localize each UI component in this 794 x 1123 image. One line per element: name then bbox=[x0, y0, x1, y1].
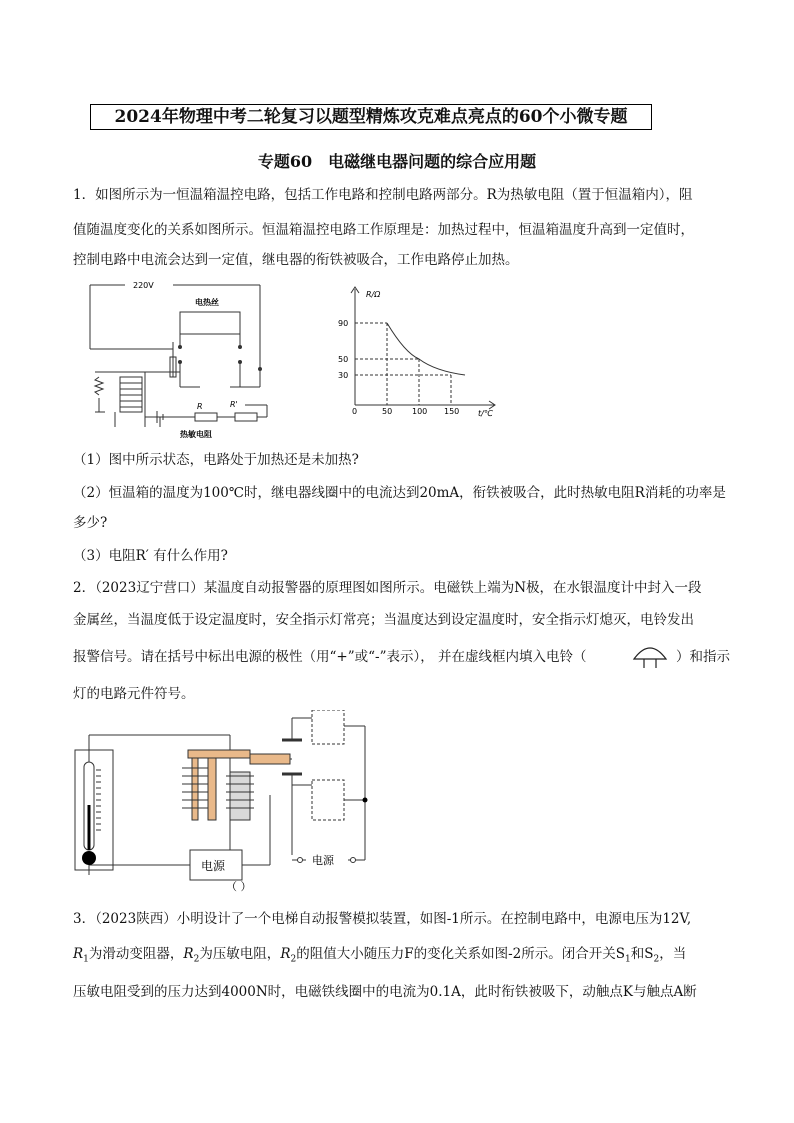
graph-xlabel: t/℃ bbox=[478, 409, 493, 418]
q1-sub2b: 多少? bbox=[73, 515, 108, 531]
thermostat-circuit-diagram bbox=[85, 277, 275, 442]
y-tick-90: 90 bbox=[338, 319, 349, 328]
q3-line2-part3: 的阻值大小随压力F的变化关系如图-2所示。闭合开关S bbox=[296, 946, 625, 962]
s2-subscript: 2 bbox=[653, 954, 660, 965]
q3-line2 bbox=[73, 945, 686, 969]
q2-line4: 灯的电路元件符号。 bbox=[73, 686, 195, 702]
r2-symbol-repeat: R bbox=[280, 946, 291, 962]
q2-line2: 金属丝，当温度低于设定温度时，安全指示灯常亮；当温度达到设定温度时，安全指示灯熄灭，电铃发出 bbox=[73, 612, 694, 628]
y-tick-50: 50 bbox=[338, 355, 349, 364]
power-source-label-2: 电源 bbox=[312, 854, 334, 867]
thermistor-label: 热敏电阻 bbox=[180, 430, 212, 439]
q3-line2-part1: 为滑动变阻器， bbox=[88, 946, 184, 962]
q1-line3: 控制电路中电流会达到一定值，继电器的衔铁被吸合，工作电路停止加热。 bbox=[73, 252, 519, 268]
x-tick-0: 0 bbox=[352, 407, 358, 416]
graph-ylabel: R/Ω bbox=[366, 290, 381, 299]
q1-sub2a: （2）恒温箱的温度为100℃时，继电器线圈中的电流达到20mA，衔铁被吸合，此时热敏电阻R消耗的功率是 bbox=[73, 485, 726, 501]
temperature-alarm-circuit bbox=[70, 710, 390, 895]
x-tick-150: 150 bbox=[444, 407, 460, 416]
y-tick-30: 30 bbox=[338, 371, 349, 380]
q3-line3: 压敏电阻受到的压力达到4000N时，电磁铁线圈中的电流为0.1A，此时衔铁被吸下，动触点K与触点A断 bbox=[73, 984, 697, 1000]
topic-subtitle: 专题60 电磁继电器问题的综合应用题 bbox=[257, 152, 537, 171]
q3-line2-end: ，当 bbox=[659, 946, 687, 962]
x-tick-50: 50 bbox=[382, 407, 393, 416]
q1-line1: 1．如图所示为一恒温箱温控电路，包括工作电路和控制电路两部分。R为热敏电阻（置于恒温箱内），阻 bbox=[73, 187, 693, 203]
resistance-temperature-graph bbox=[330, 283, 520, 418]
resistance-curve bbox=[387, 323, 465, 375]
q3-line2-part2: 为压敏电阻， bbox=[199, 946, 281, 962]
r2-subscript-repeat: 2 bbox=[290, 954, 297, 965]
q1-sub3: （3）电阻R′ 有什么作用? bbox=[73, 548, 228, 564]
q2-line3b: ）和指示 bbox=[676, 649, 730, 665]
q2-line3: 报警信号。请在括号中标出电源的极性（用“+”或“-”表示）， 并在虚线框内填入电铃（ bbox=[73, 649, 587, 665]
s1-subscript: 1 bbox=[624, 954, 631, 965]
voltage-label: 220V bbox=[133, 281, 154, 290]
r1-subscript: 1 bbox=[83, 954, 89, 965]
r2-symbol: R bbox=[183, 946, 194, 962]
polarity-bracket: （ ） bbox=[226, 880, 252, 893]
q1-sub1: （1）图中所示状态，电路处于加热还是未加热? bbox=[73, 452, 359, 468]
rprime-label: R' bbox=[230, 400, 238, 409]
heater-label: 电热丝 bbox=[195, 298, 219, 307]
power-source-label-1: 电源 bbox=[201, 859, 226, 873]
bell-symbol-icon bbox=[630, 643, 670, 669]
document-banner: 2024年物理中考二轮复习以题型精炼攻克难点亮点的60个小微专题 bbox=[90, 104, 652, 130]
x-tick-100: 100 bbox=[412, 407, 428, 416]
r1-symbol: R bbox=[73, 946, 84, 962]
q3-line1: 3．（2023陕西）小明设计了一个电梯自动报警模拟装置，如图-1所示。在控制电路中，电源电压为12V, bbox=[73, 911, 692, 927]
q2-line1: 2．（2023辽宁营口）某温度自动报警器的原理图如图所示。电磁铁上端为N极，在水银温度计中封入一段 bbox=[73, 580, 702, 596]
r-label: R bbox=[197, 402, 203, 411]
q3-line2-and: 和S bbox=[630, 946, 654, 962]
r2-subscript: 2 bbox=[193, 954, 200, 965]
q1-line2: 值随温度变化的关系如图所示。恒温箱温控电路工作原理是：加热过程中，恒温箱温度升高到一定值时， bbox=[73, 222, 694, 238]
